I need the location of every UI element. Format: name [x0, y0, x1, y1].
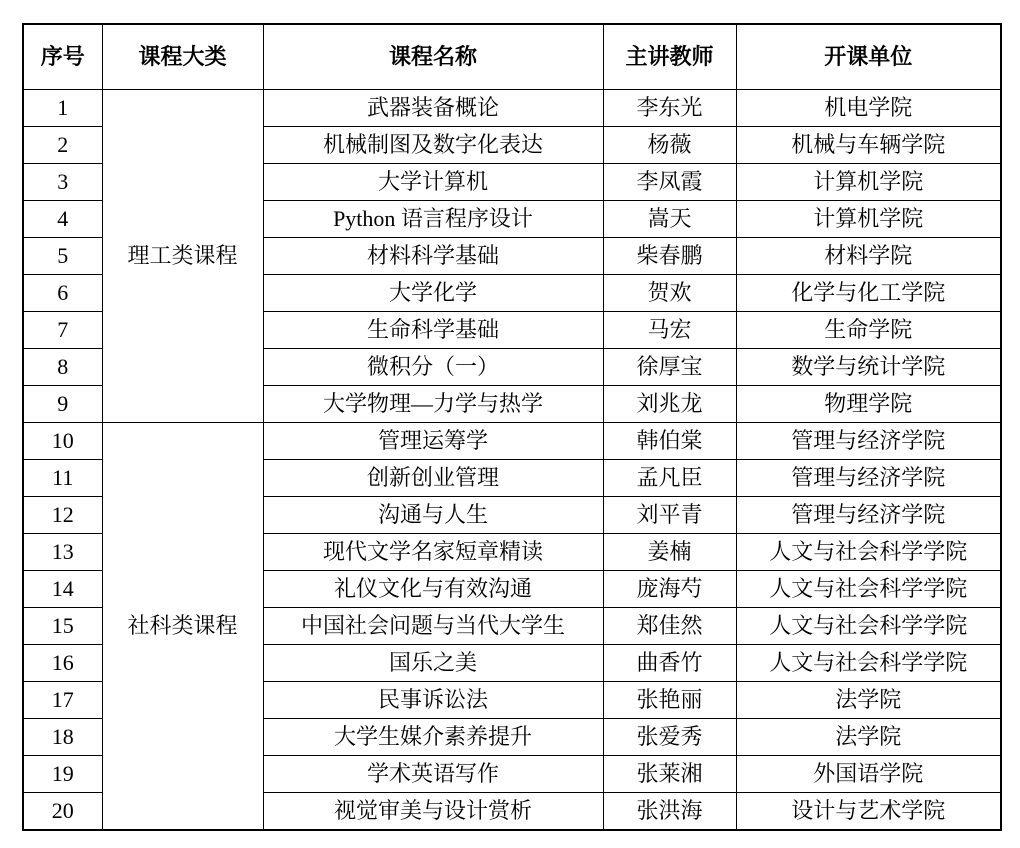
- category-cell: 社科类课程: [102, 423, 263, 831]
- row-number-cell: 10: [23, 423, 102, 460]
- table-row: [23, 90, 1001, 127]
- course-name-cell: 创新创业管理: [263, 460, 603, 497]
- unit-cell: 管理与经济学院: [736, 423, 1001, 460]
- course-name-cell: 大学物理—力学与热学: [263, 386, 603, 423]
- course-name-cell: 材料科学基础: [263, 238, 603, 275]
- unit-cell: 机电学院: [736, 90, 1001, 127]
- teacher-cell: 张爱秀: [603, 719, 736, 756]
- unit-cell: 法学院: [736, 682, 1001, 719]
- teacher-cell: 郑佳然: [603, 608, 736, 645]
- teacher-cell: 张艳丽: [603, 682, 736, 719]
- row-number-cell: 15: [23, 608, 102, 645]
- course-name-cell: 管理运筹学: [263, 423, 603, 460]
- teacher-cell: 庞海芍: [603, 571, 736, 608]
- course-name-cell: 机械制图及数字化表达: [263, 127, 603, 164]
- course-name-cell: 视觉审美与设计赏析: [263, 793, 603, 831]
- teacher-cell: 刘兆龙: [603, 386, 736, 423]
- unit-cell: 生命学院: [736, 312, 1001, 349]
- teacher-cell: 杨薇: [603, 127, 736, 164]
- teacher-cell: 曲香竹: [603, 645, 736, 682]
- row-number-cell: 13: [23, 534, 102, 571]
- teacher-cell: 徐厚宝: [603, 349, 736, 386]
- row-number-cell: 19: [23, 756, 102, 793]
- course-name-cell: 生命科学基础: [263, 312, 603, 349]
- teacher-cell: 张莱湘: [603, 756, 736, 793]
- header-category: 课程大类: [102, 24, 263, 90]
- course-name-cell: 学术英语写作: [263, 756, 603, 793]
- unit-cell: 计算机学院: [736, 164, 1001, 201]
- unit-cell: 机械与车辆学院: [736, 127, 1001, 164]
- unit-cell: 人文与社会科学学院: [736, 571, 1001, 608]
- teacher-cell: 刘平青: [603, 497, 736, 534]
- teacher-cell: 嵩天: [603, 201, 736, 238]
- row-number-cell: 6: [23, 275, 102, 312]
- unit-cell: 法学院: [736, 719, 1001, 756]
- teacher-cell: 韩伯棠: [603, 423, 736, 460]
- teacher-cell: 孟凡臣: [603, 460, 736, 497]
- course-name-cell: 大学生媒介素养提升: [263, 719, 603, 756]
- unit-cell: 人文与社会科学学院: [736, 608, 1001, 645]
- row-number-cell: 17: [23, 682, 102, 719]
- unit-cell: 计算机学院: [736, 201, 1001, 238]
- header-index: 序号: [23, 24, 102, 90]
- course-name-cell: 沟通与人生: [263, 497, 603, 534]
- table-row: [23, 423, 1001, 460]
- teacher-cell: 马宏: [603, 312, 736, 349]
- row-number-cell: 7: [23, 312, 102, 349]
- header-row: [23, 24, 1001, 90]
- course-list-table: [22, 23, 1002, 831]
- unit-cell: 管理与经济学院: [736, 460, 1001, 497]
- row-number-cell: 18: [23, 719, 102, 756]
- course-name-cell: 现代文学名家短章精读: [263, 534, 603, 571]
- unit-cell: 人文与社会科学学院: [736, 645, 1001, 682]
- header-teacher: 主讲教师: [603, 24, 736, 90]
- teacher-cell: 李东光: [603, 90, 736, 127]
- teacher-cell: 李凤霞: [603, 164, 736, 201]
- unit-cell: 数学与统计学院: [736, 349, 1001, 386]
- unit-cell: 管理与经济学院: [736, 497, 1001, 534]
- category-cell: 理工类课程: [102, 90, 263, 423]
- course-name-cell: 大学计算机: [263, 164, 603, 201]
- header-unit: 开课单位: [736, 24, 1001, 90]
- teacher-cell: 姜楠: [603, 534, 736, 571]
- row-number-cell: 1: [23, 90, 102, 127]
- unit-cell: 材料学院: [736, 238, 1001, 275]
- unit-cell: 物理学院: [736, 386, 1001, 423]
- row-number-cell: 3: [23, 164, 102, 201]
- row-number-cell: 8: [23, 349, 102, 386]
- row-number-cell: 4: [23, 201, 102, 238]
- row-number-cell: 12: [23, 497, 102, 534]
- unit-cell: 外国语学院: [736, 756, 1001, 793]
- row-number-cell: 14: [23, 571, 102, 608]
- course-name-cell: 民事诉讼法: [263, 682, 603, 719]
- course-name-cell: 中国社会问题与当代大学生: [263, 608, 603, 645]
- row-number-cell: 20: [23, 793, 102, 831]
- teacher-cell: 贺欢: [603, 275, 736, 312]
- row-number-cell: 16: [23, 645, 102, 682]
- header-course-name: 课程名称: [263, 24, 603, 90]
- teacher-cell: 张洪海: [603, 793, 736, 831]
- course-name-cell: 国乐之美: [263, 645, 603, 682]
- row-number-cell: 5: [23, 238, 102, 275]
- course-name-cell: 大学化学: [263, 275, 603, 312]
- unit-cell: 化学与化工学院: [736, 275, 1001, 312]
- unit-cell: 设计与艺术学院: [736, 793, 1001, 831]
- row-number-cell: 2: [23, 127, 102, 164]
- unit-cell: 人文与社会科学学院: [736, 534, 1001, 571]
- course-name-cell: 礼仪文化与有效沟通: [263, 571, 603, 608]
- row-number-cell: 11: [23, 460, 102, 497]
- row-number-cell: 9: [23, 386, 102, 423]
- course-name-cell: 武器装备概论: [263, 90, 603, 127]
- course-name-cell: Python 语言程序设计: [263, 201, 603, 238]
- course-name-cell: 微积分（一）: [263, 349, 603, 386]
- teacher-cell: 柴春鹏: [603, 238, 736, 275]
